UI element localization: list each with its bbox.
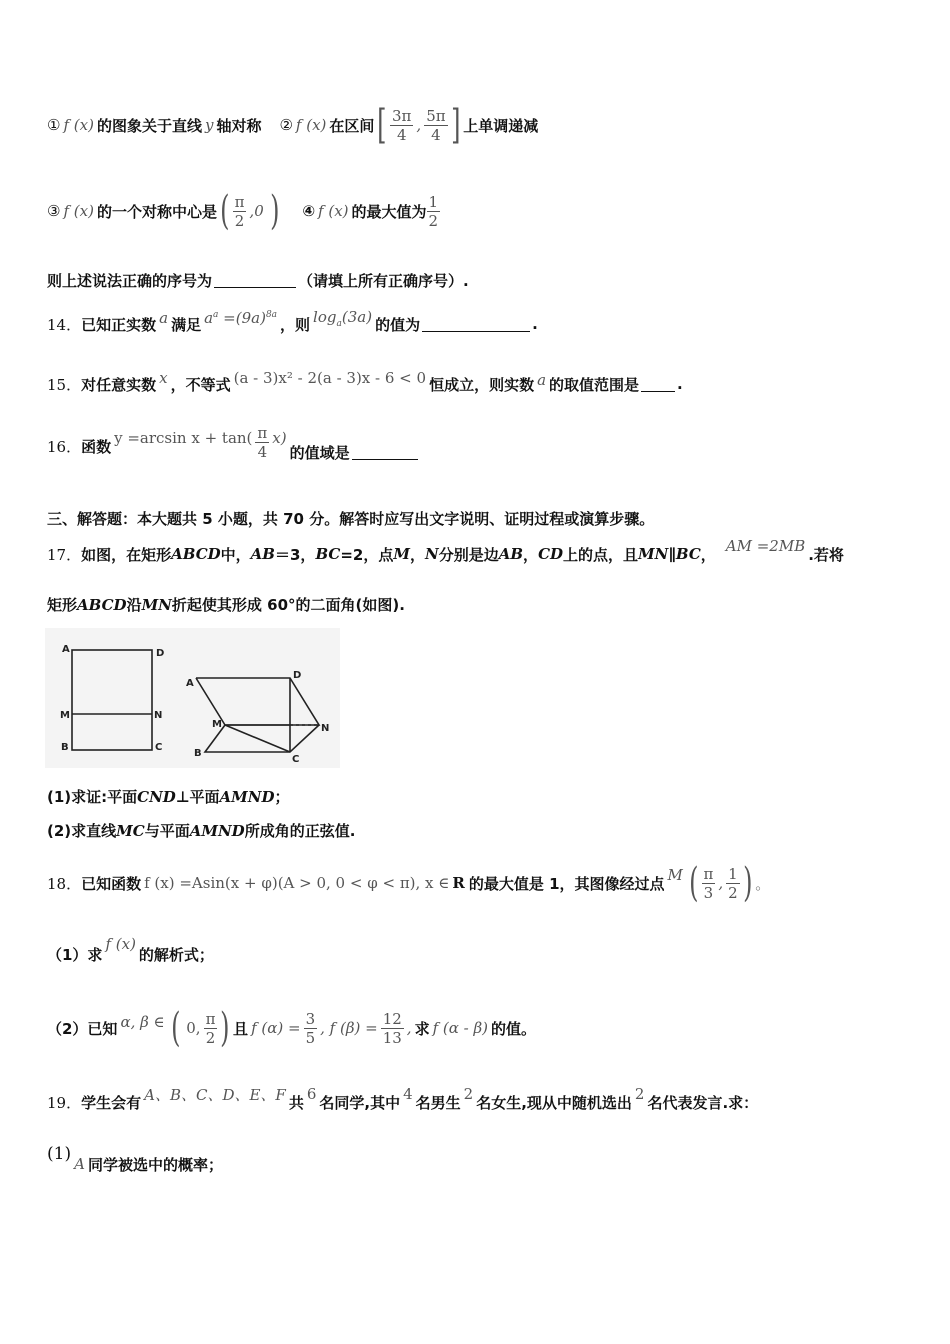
text: 折起使其形成 60°的二面角(如图). <box>171 596 405 614</box>
answer-blank[interactable] <box>352 445 418 460</box>
math-y: y <box>204 116 214 134</box>
text: =2，点 <box>340 545 394 564</box>
math-abcd: ABCD <box>77 595 127 614</box>
right-paren: ) <box>742 860 753 906</box>
answer-blank[interactable] <box>422 317 530 332</box>
denominator: 4 <box>431 125 441 144</box>
math-f: f (x) <box>63 202 94 220</box>
answer-blank[interactable] <box>641 377 675 392</box>
question-number: 16． <box>47 437 82 456</box>
math-x: x <box>159 369 168 387</box>
denominator: 3 <box>703 883 714 902</box>
numerator: 3π <box>392 106 412 125</box>
question-14 <box>47 306 538 342</box>
part-number: (1) <box>47 1144 72 1164</box>
text: 满足 <box>171 315 202 334</box>
question-number: 15． <box>47 375 82 394</box>
math-function: f (x) =Asin(x + φ)(A > 0, 0 < φ < π), x ∈ <box>144 874 450 892</box>
math-mc: MC <box>116 821 145 840</box>
math-expression: y =arcsin x + tan( <box>114 429 253 447</box>
mark-1: ① <box>47 116 61 134</box>
math-cnd: CND <box>137 787 176 806</box>
label-b-folded: B <box>194 748 202 759</box>
question-number: 14． <box>47 315 82 334</box>
text: (2)求直线 <box>47 822 117 840</box>
right-paren: ) <box>220 1005 230 1051</box>
numerator: π <box>205 1009 216 1028</box>
section-heading <box>47 508 654 529</box>
label-a: A <box>62 644 70 655</box>
fraction-3pi-4 <box>390 107 413 144</box>
question-15 <box>47 366 683 402</box>
text: ， <box>700 545 716 564</box>
eq-sup: a <box>213 310 219 320</box>
text: 的图象关于直线 <box>96 116 202 135</box>
text: .若将 <box>808 545 844 564</box>
math-mn: MN <box>638 545 669 563</box>
question-number: 18． <box>47 874 82 893</box>
math-names: A、B、C、D、E、F <box>144 1085 286 1104</box>
text: 在区间 <box>329 116 375 135</box>
math-am-2mb: AM =2MB <box>725 537 806 555</box>
statement-line-2 <box>47 186 440 236</box>
math-mn: MN <box>141 595 172 614</box>
text: 对任意实数 <box>81 375 157 394</box>
right-paren: ) <box>269 188 280 234</box>
label-m: M <box>60 710 70 721</box>
text: （请填上所有正确序号）. <box>298 272 469 290</box>
label-a-folded: A <box>186 678 194 689</box>
fraction-pi-4 <box>255 424 269 461</box>
math-a: A <box>74 1155 85 1173</box>
text: 名女生,现从中随机选出 <box>476 1093 632 1112</box>
fraction-pi-3 <box>702 865 716 902</box>
math-two: 2 <box>463 1085 474 1103</box>
numerator: π <box>703 864 714 883</box>
denominator: 2 <box>728 883 738 902</box>
label-c: C <box>155 742 163 753</box>
text: ， <box>409 545 425 564</box>
text: 的值域是 <box>289 443 350 462</box>
numerator: 3 <box>305 1009 316 1028</box>
denominator: 2 <box>234 211 245 230</box>
text: 的解析式； <box>138 945 214 964</box>
math-r: R <box>452 874 465 892</box>
text: 如图，在矩形 <box>81 545 172 564</box>
geometry-figure <box>45 628 340 768</box>
math-zero: ,0 <box>249 202 264 220</box>
math-m: M <box>393 545 410 563</box>
denominator: 13 <box>382 1028 402 1047</box>
fraction-12-13 <box>381 1010 404 1047</box>
text: 的取值范围是 <box>549 375 640 394</box>
mark-2: ② <box>279 116 293 134</box>
text: 名代表发言.求： <box>647 1093 759 1112</box>
denominator: 5 <box>305 1028 316 1047</box>
text: （2）已知 <box>47 1019 118 1038</box>
text: ； <box>274 788 290 806</box>
text: 的一个对称中心是 <box>96 202 217 221</box>
text: ，不等式 <box>170 375 231 394</box>
denominator: 4 <box>257 442 268 461</box>
label-m-folded: M <box>212 719 222 730</box>
math-n: N <box>424 545 439 563</box>
log-base: a <box>336 318 342 329</box>
numerator: 1 <box>428 192 439 211</box>
math-four: 4 <box>403 1085 413 1103</box>
eq-rhs: =(9a) <box>218 309 266 327</box>
fraction-1-2 <box>427 193 441 230</box>
math-bc: BC <box>315 545 341 563</box>
text: 轴对称 <box>216 116 262 135</box>
math-ab: AB <box>498 545 524 563</box>
text: . <box>677 375 683 393</box>
fraction-5pi-4 <box>424 107 447 144</box>
math-m: M <box>667 866 683 884</box>
math-f-alpha-minus-beta: f (α - β) <box>432 1019 489 1037</box>
statement-line-3 <box>47 270 469 291</box>
text: 名男生 <box>415 1093 461 1112</box>
question-18-part-2 <box>47 1000 536 1056</box>
math-f: f (x) <box>318 202 349 220</box>
text: ，则 <box>280 315 311 334</box>
numerator: 1 <box>728 864 738 883</box>
text: （1）求 <box>47 945 103 964</box>
text: ⊥平面 <box>175 788 220 806</box>
text: 的值。 <box>491 1019 537 1038</box>
math-a: a <box>159 309 169 327</box>
comma: , <box>718 874 724 892</box>
math-alpha-beta: α, β ∈ <box>120 1013 165 1031</box>
math-f: f (x) <box>105 935 136 953</box>
math-log <box>313 308 372 329</box>
eq-base: a <box>204 309 214 327</box>
fraction-pi-2 <box>233 193 247 230</box>
numerator: 5π <box>426 106 446 125</box>
text: 求 <box>414 1019 430 1038</box>
question-19-part-1 <box>47 1140 223 1180</box>
question-18 <box>47 858 770 908</box>
text: 恒成立，则实数 <box>429 375 535 394</box>
text: 名同学,其中 <box>319 1093 401 1112</box>
left-paren: ( <box>689 860 699 906</box>
text: 已知正实数 <box>81 315 157 334</box>
math-f2: f (x) <box>295 116 327 134</box>
log-arg: (3a) <box>341 307 373 326</box>
denominator: 4 <box>396 125 407 144</box>
label-d-folded: D <box>293 670 302 681</box>
text: 同学被选中的概率； <box>87 1155 223 1174</box>
label-d: D <box>156 648 165 659</box>
math-a: a <box>537 371 547 389</box>
text: 矩形 <box>47 596 78 614</box>
text: 三、解答题：本大题共 5 小题，共 70 分。解答时应写出文字说明、证明过程或演算步骤。 <box>47 510 655 528</box>
math-f-beta: , f (β) = <box>320 1019 378 1037</box>
text: 共 <box>288 1093 304 1112</box>
math-amnd: AMND <box>219 787 275 806</box>
text: 学生会有 <box>81 1093 142 1112</box>
label-n: N <box>154 710 163 721</box>
answer-blank[interactable] <box>214 273 296 288</box>
comma: , <box>416 116 422 134</box>
text: . <box>532 315 538 333</box>
question-17-part-2 <box>47 820 355 841</box>
math-amnd: AMND <box>189 821 245 840</box>
fraction-pi-2 <box>204 1010 218 1047</box>
left-paren: ( <box>170 1005 181 1051</box>
question-17-part-1 <box>47 786 290 807</box>
text: 且 <box>233 1019 249 1038</box>
text: ＝3， <box>275 545 316 564</box>
label-n-folded: N <box>321 723 330 734</box>
eq-rhs-sup: 8a <box>265 310 278 320</box>
math-six: 6 <box>306 1085 317 1103</box>
text: 则上述说法正确的序号为 <box>47 272 213 290</box>
math-inequality: (a - 3)x² - 2(a - 3)x - 6 < 0 <box>233 369 427 387</box>
label-c-folded: C <box>292 754 300 765</box>
math-f1: f (x) <box>63 116 94 134</box>
question-number: 19． <box>47 1093 82 1112</box>
text: 的值为 <box>375 315 421 334</box>
left-bracket: [ <box>377 102 387 148</box>
text: 所成角的正弦值. <box>244 822 356 840</box>
text: 上的点，且 <box>563 545 639 564</box>
math-f-alpha: f (α) = <box>251 1019 301 1037</box>
math-equation <box>204 309 277 327</box>
parallel-symbol: ∥ <box>668 545 676 563</box>
text: 的最大值为 <box>351 202 427 221</box>
denominator: 2 <box>428 211 439 230</box>
text: 沿 <box>126 596 142 614</box>
numerator: π <box>257 423 268 442</box>
denominator: 2 <box>205 1028 216 1047</box>
math-two: 2 <box>634 1085 645 1103</box>
statement-line-1 <box>47 100 538 150</box>
question-19 <box>47 1082 758 1122</box>
math-zero: 0, <box>186 1019 201 1037</box>
fraction-3-5 <box>304 1010 318 1047</box>
text: 中， <box>220 545 251 564</box>
question-17-line-2 <box>47 594 405 615</box>
text: 函数 <box>81 437 112 456</box>
math-cd: CD <box>538 545 564 563</box>
question-18-part-1 <box>47 936 214 972</box>
math-bc: BC <box>675 545 701 563</box>
comma: , <box>406 1019 412 1037</box>
text: ， <box>523 545 539 564</box>
text: 与平面 <box>144 822 190 840</box>
text: (1)求证:平面 <box>47 788 138 806</box>
mark-4: ④ <box>302 202 316 220</box>
question-17 <box>47 538 844 570</box>
fraction-1-2 <box>726 865 740 902</box>
numerator: 12 <box>382 1009 402 1028</box>
text: 已知函数 <box>81 874 142 893</box>
question-number: 17． <box>47 545 82 564</box>
text: 的最大值是 1，其图像经过点 <box>468 874 665 893</box>
text: 上单调递减 <box>463 116 539 135</box>
label-b: B <box>61 742 69 753</box>
math-expression: x) <box>272 429 287 447</box>
math-ab: AB <box>250 545 275 563</box>
numerator: π <box>234 192 245 211</box>
mark-3: ③ <box>47 202 61 220</box>
right-bracket: ] <box>450 102 461 148</box>
left-paren: ( <box>220 188 230 234</box>
log: log <box>313 307 337 326</box>
math-abcd: ABCD <box>171 545 221 563</box>
text: 分别是边 <box>438 545 499 564</box>
question-16 <box>47 424 420 468</box>
text: 。 <box>755 874 771 893</box>
